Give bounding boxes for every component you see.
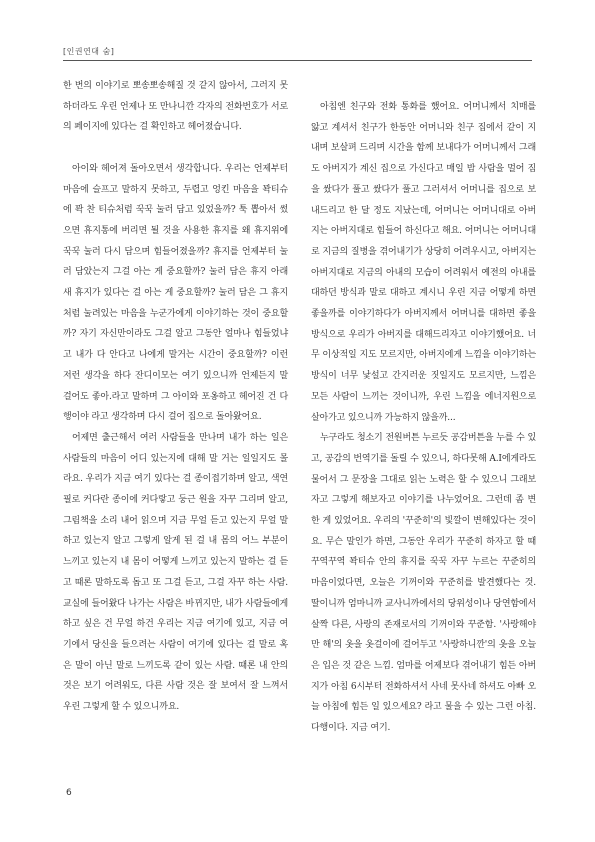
- left-column: [63, 76, 288, 718]
- running-header: [인권연대 숨]: [63, 47, 115, 56]
- right-column: [311, 97, 536, 739]
- left-paragraph-2: 아이와 헤어져 돌아오면서 생각합니다. 우리는 언제부터 마음에 슬프고 말하지 못하고, 두렵고 엉킨 마음을 꽉티슈에 꽉 찬 티슈처럼 꾹꾹 눌러 담고 있었을까? 툭 뽑아서 썼으면 휴지통에 버리면 될 것을 사용한 휴지를 왜 휴지위에 꾹꾹 눌러 다시 담으며 힘들어졌을까? 휴지를 언제부터 눌러 담았는지 그걸 아는 게 중요할까? 눌러 담은 휴지 아래 새 휴지가 있다는 걸 아는 게 중요할까? 눌러 담은 그 휴지처럼 눌려있는 마음을 누군가에게 이야기하는 것이 중요할까? 자기 자신만이라도 그걸 알고 그동안 얼마나 힘들었냐고 내가 다 안다고 나에게 말거는 시간이 중요할까? 이런 저런 생각을 하다 잔디이모는 여기 있으니까 언제든지 말 걸어도 좋아.라고 말하며 그 아이와 포옹하고 헤어진 건 다행이야 라고 생각하며 다시 걸어 집으로 돌아왔어요.: [63, 163, 288, 423]
- right-paragraph-1: 아침엔 친구와 전화 통화를 했어요. 어머니께서 치매를 앓고 계셔서 친구가 한동안 어머니와 친구 집에서 같이 지내며 보살펴 드리며 시간을 함께 보내다가 어머니께서 그래도 아버지가 계신 집으로 가신다고 매일 밤 사람을 멀어 짐을 쌌다가 풀고 쌌다가 풀고 그러셔서 어머니를 집으로 보내드리고 한 달 정도 지났는데, 어머니는 어머니대로 아버지는 아버지대로 힘들어 하신다고 해요. 어머니는 어머니대로 지금의 질병을 겪어내기가 상당히 어려우시고, 아버지는 아버지대로 지금의 아내의 모습이 어려워서 예전의 아내를 대하던 방식과 말로 대하고 계시니 우린 지금 어떻게 하면 좋을까를 이야기하다가 아버지께서 어머니를 대하면 좋을 방식으로 우리가 아버지를 대해드리자고 이야기했어요. 너무 이상적일 지도 모르지만, 아버지에게 느낌을 이야기하는 방식이 너무 낯설고 간지러운 짓일지도 모르지만, 느낌은 모든 사람이 느끼는 것이니까, 우린 느낌을 에너지원으로 살아가고 있으니까 가능하지 않을까...: [311, 102, 536, 423]
- page-number: 6: [66, 788, 72, 798]
- header-rule: [63, 60, 532, 61]
- right-paragraph-2: 누구라도 청소기 전원버튼 누르듯 공감버튼을 누를 수 있고, 공감의 번역기를 돌릴 수 있으니, 하다못해 A.I에게라도 물어서 그 문장을 그대로 읽는 노력은 할 수 있으니 그래보자고 그렇게 해보자고 이야기를 나누었어요. 그런데 좀 변한 게 있었어요. 우리의 '꾸준히'의 빛깔이 변해있다는 것이요. 무슨 말인가 하면, 그동안 우리가 꾸준히 하자고 할 때 꾸역꾸역 꽉티슈 안의 휴지를 꾹꾹 자꾸 누르는 꾸준히의 마음이었다면, 오늘은 기꺼이와 꾸준히를 발견했다는 것. 딸이니까 엄마니까 교사니까에서의 당위성이나 당연함에서 살짝 다른, 사랑의 존재로서의 기꺼이와 꾸준함. '사랑해야만 해'의 옷을 옷걸이에 걸어두고 '사랑하니깐'의 옷을 오늘은 입은 것 같은 느낌. 엄마를 어제보다 겪어내기 힘든 아버지가 아침 6시부터 전화하셔서 사네 못사네 하셔도 아빠 오늘 아침에 힘든 일 있으세요? 라고 물을 수 있는 그런 아침. 다행이다. 지금 여기.: [311, 433, 536, 734]
- left-paragraph-3: 어제면 출근해서 여러 사람들을 만나며 내가 하는 일은 사람들의 마음이 어디 있는지에 대해 말 거는 일일지도 몰라요. 우리가 지금 여기 있다는 걸 종이접기하며 알고, 색연필로 커다란 종이에 커다랗고 둥근 원을 자꾸 그리며 알고, 그림책을 소리 내어 읽으며 지금 무얼 듣고 있는지 무얼 말하고 있는지 알고 그렇게 알게 된 걸 내 몸의 어느 부분이 느끼고 있는지 내 몸이 어떻게 느끼고 있는지 말하는 걸 듣고 때론 말하도록 돕고 또 그걸 듣고, 그걸 자꾸 하는 사람. 교실에 들어왔다 나가는 사람은 바뀌지만, 내가 사람들에게 하고 싶은 건 무얼 하건 우리는 지금 여기에 있고, 지금 여기에서 당신을 들으려는 사람이 여기에 있다는 걸 말로 혹은 말이 아닌 말로 느끼도록 같이 있는 사람. 때론 내 안의 것은 보기 어려워도, 다른 사람 것은 잘 보여서 잘 느껴서 우린 그렇게 할 수 있으니까요.: [63, 432, 288, 713]
- left-paragraph-1: 한 번의 이야기로 뽀송뽀송해질 것 같지 않아서, 그러지 못하더라도 우린 언제나 또 만나니깐 각자의 전화번호가 서로의 페이지에 있다는 걸 확인하고 헤어졌습니다.: [63, 81, 288, 133]
